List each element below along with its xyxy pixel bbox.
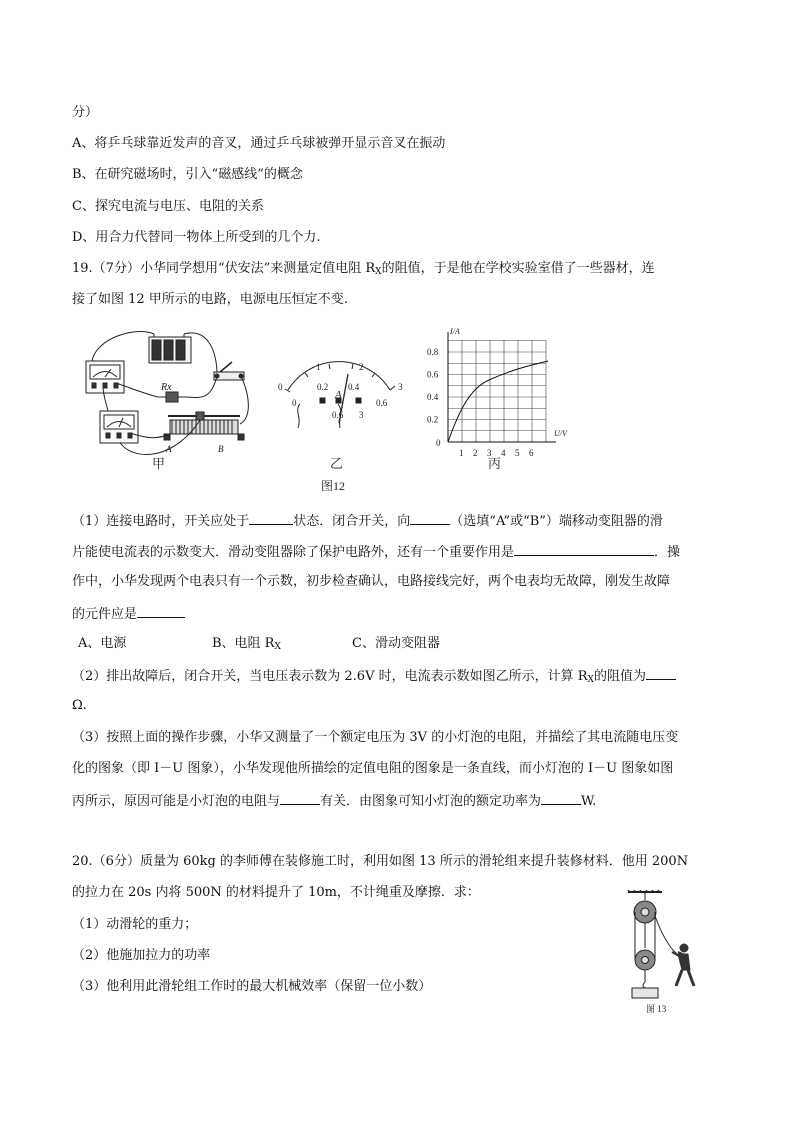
choice-a: A、电源 — [78, 636, 127, 651]
q19-p1-line1 — [72, 511, 663, 531]
q19-p3-line3 — [72, 791, 596, 811]
blank-switch-state[interactable] — [249, 511, 293, 525]
q19-intro-text-a: 19.（7分）小华同学想用“伏安法”来测量定值电阻 R — [72, 261, 376, 276]
switch-icon — [214, 362, 244, 380]
dial-inner-0: 0 — [292, 398, 297, 408]
option-b: B、在研究磁场时，引入“磁感线”的概念 — [72, 167, 303, 182]
iu-curve — [448, 361, 548, 442]
graph-origin: 0 — [436, 438, 441, 448]
graph-xtick: 3 — [487, 448, 492, 458]
graph-xtick: 1 — [459, 448, 464, 458]
graph-xtick: 5 — [515, 448, 520, 458]
pulley-system-illustration — [627, 890, 694, 998]
q19-p1-text-e: ．操 — [654, 545, 681, 560]
graph-xtick: 2 — [473, 448, 478, 458]
q19-p3-text-b: 有关．由图象可知小灯泡的额定功率为 — [320, 794, 542, 809]
q19-p2-text-a: （2）排出故障后，闭合开关，当电压表示数为 2.6V 时，电流表示数如图乙所示，计算 R — [72, 669, 588, 684]
q20-sub3: （3）他利用此滑轮组工作时的最大机械效率（保留一位小数） — [72, 979, 432, 994]
q19-p2-line2: Ω. — [72, 698, 87, 713]
graph-ytick: 0.8 — [427, 347, 439, 357]
q20-sub1: （1）动滑轮的重力； — [72, 917, 198, 932]
label-yi: 乙 — [330, 456, 344, 471]
blank-rheostat-role[interactable] — [514, 542, 654, 556]
option-d: D、用合力代替同一物体上所受到的几个力. — [72, 230, 321, 245]
rheostat-icon — [164, 412, 244, 440]
q19-p3-line1: （3）按照上面的操作步骤，小华又测量了一个额定电压为 3V 的小灯泡的电阻，并描绘了其电流随电压变 — [72, 730, 679, 745]
graph-ytick: 0.6 — [427, 369, 439, 380]
blank-end-ab[interactable] — [410, 511, 450, 525]
figure-12 — [76, 328, 580, 500]
q20-line1: 20.（6分）质量为 60kg 的李师傅在装修施工时，利用如图 13 所示的滑轮组来提升装修材料．他用 200N — [72, 854, 689, 869]
rx-subscript: X — [375, 267, 382, 277]
graph-xtick: 6 — [529, 448, 534, 458]
iu-graph — [448, 332, 556, 442]
circuit-diagram — [86, 332, 248, 455]
figure-13-caption: 图 13 — [646, 1004, 667, 1014]
graph-ylabel: I/A — [450, 328, 460, 336]
battery-icon — [149, 334, 191, 363]
graph-xtick: 4 — [501, 448, 506, 458]
dial-outer-1: 1 — [316, 362, 321, 372]
q19-p2-subscript: X — [587, 675, 594, 685]
q20-sub2: （2）他施加拉力的功率 — [72, 948, 211, 963]
choice-b-subscript: X — [274, 642, 281, 652]
worker-icon — [672, 944, 694, 986]
q19-intro-line2: 接了如图 12 甲所示的电路，电源电压恒定不变. — [72, 292, 348, 307]
terminal-a-label: A — [166, 444, 172, 454]
figure-13 — [622, 890, 708, 1016]
option-c: C、探究电流与电压、电阻的关系 — [72, 199, 264, 214]
resistor-rx-icon — [158, 392, 186, 402]
dial-inner-06: 0.6 — [376, 398, 388, 408]
terminal-06: 0.6 — [332, 410, 344, 420]
q19-p1-text-b: 状态．闭合开关，向 — [293, 514, 411, 529]
blank-rated-power[interactable] — [541, 791, 581, 805]
graph-xlabel: U/V — [554, 429, 567, 438]
blank-fault-element[interactable] — [137, 604, 185, 618]
prev-question-tail: 分） — [72, 105, 99, 120]
dial-outer-0: 0 — [278, 382, 283, 392]
label-bing: 丙 — [488, 456, 502, 471]
q19-p1-text-a: （1）连接电路时，开关应处于 — [72, 514, 250, 529]
dial-inner-04: 0.4 — [348, 382, 360, 392]
q20-line2: 的拉力在 20s 内将 500N 的材料提升了 10m，不计绳重及摩擦．求： — [72, 885, 480, 900]
choice-b-text: B、电阻 R — [212, 636, 275, 651]
option-a: A、将乒乓球靠近发声的音叉，通过乒乓球被弹开显示音叉在振动 — [72, 136, 446, 151]
choice-c: C、滑动变阻器 — [352, 636, 440, 651]
graph-ytick: 0.2 — [427, 414, 439, 425]
load-block-icon — [632, 988, 658, 998]
ammeter-icon — [100, 411, 138, 443]
dial-unit: A — [335, 389, 342, 401]
blank-resistance-factor[interactable] — [280, 791, 320, 805]
q19-p1-text-f: 的元件应是 — [72, 607, 138, 622]
q19-intro-line1 — [72, 260, 655, 281]
q19-p1-text-d: 片能使电流表的示数变大．滑动变阻器除了保护电路外，还有一个重要作用是 — [72, 545, 515, 560]
graph-ytick: 0.4 — [427, 392, 439, 402]
rx-label: Rx — [161, 382, 172, 393]
terminal-3: 3 — [359, 410, 364, 420]
dial-outer-2: 2 — [359, 362, 364, 372]
q19-p3-text-a: 丙所示，原因可能是小灯泡的电阻与 — [72, 794, 281, 809]
q19-p2-text-b: 的阻值为 — [593, 669, 646, 684]
voltmeter-icon — [86, 361, 124, 393]
q19-p1-line3: 作中，小华发现两个电表只有一个示数，初步检查确认，电路接线完好，两个电表均无故障，刚发生故障 — [72, 574, 671, 589]
q19-intro-text-b: 的阻值，于是他在学校实验室借了一些器材，连 — [381, 261, 655, 276]
dial-outer-3: 3 — [398, 382, 403, 392]
q19-p2-line1 — [72, 666, 676, 689]
dial-inner-02: 0.2 — [317, 382, 329, 392]
label-jia: 甲 — [152, 456, 166, 471]
q19-p1-line4 — [72, 604, 185, 624]
q19-p3-line2: 化的图象（即 I－U 图象），小华发现他所描绘的定值电阻的图象是一条直线，而小灯泡的 I－U 图象如图 — [72, 761, 674, 776]
terminal-b-label: B — [218, 444, 224, 454]
figure-12-caption: 图12 — [321, 479, 346, 493]
q19-p3-text-c: W. — [581, 794, 597, 809]
choice-b — [212, 635, 281, 656]
q19-p1-text-c: （选填“A”或“B”）端移动变阻器的滑 — [450, 514, 663, 529]
blank-rx-value[interactable] — [646, 666, 676, 680]
q19-p1-line2 — [72, 542, 680, 562]
